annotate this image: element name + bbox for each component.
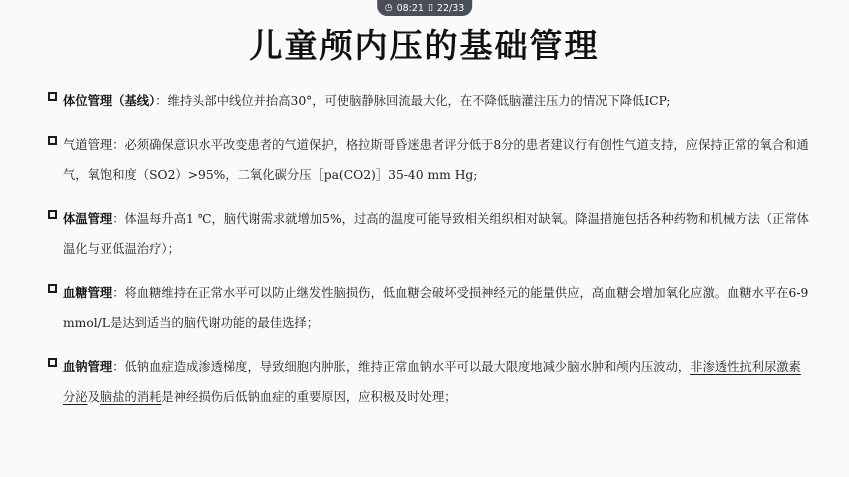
clock-time: 08:21 xyxy=(396,2,424,14)
list-item xyxy=(48,86,813,116)
item-text xyxy=(63,204,813,264)
item-body: ：必须确保意识水平改变患者的气道保护，格拉斯哥昏迷患者评分低于8分的患者建议行有创性气道支持，应保持正常的氧合和通气，氧饱和度（SO2）>95%，二氧化碳分压［pa(CO2)］35-40 mm Hg; xyxy=(63,138,809,182)
clock-icon: ◷ xyxy=(384,2,393,13)
list-item xyxy=(48,352,813,412)
item-body: ：维持头部中线位并抬高30°，可使脑静脉回流最大化，在不降低脑灌注压力的情况下降低ICP; xyxy=(155,94,671,108)
item-label: 体温管理 xyxy=(63,211,113,226)
checkbox-bullet-icon xyxy=(48,210,57,219)
list-item xyxy=(48,204,813,264)
checkbox-bullet-icon xyxy=(48,358,57,367)
checkbox-bullet-icon xyxy=(48,284,57,293)
item-label: 血钠管理 xyxy=(63,359,113,374)
checkbox-bullet-icon xyxy=(48,92,57,101)
item-body: 是神经损伤后低钠血症的重要原因，应积极及时处理； xyxy=(161,390,457,404)
list-item xyxy=(48,278,813,338)
item-body: ：低钠血症造成渗透梯度，导致细胞内肿胀，维持正常血钠水平可以最大限度地减少脑水肿和颅内压波动， xyxy=(112,360,691,374)
slide-content xyxy=(48,86,813,426)
item-body: ：体温每升高1 ℃，脑代谢需求就增加5%，过高的温度可能导致相关组织相对缺氧。降温措施包括各种药物和机械方法（正常体温化与亚低温治疗）； xyxy=(63,212,809,256)
underlined-term: 脑盐的消耗 xyxy=(99,390,162,404)
item-label: 血糖管理 xyxy=(63,285,113,300)
underlined-term: 非渗透性抗利尿激素分泌 xyxy=(63,360,801,404)
item-body: 及 xyxy=(87,390,100,404)
list-item xyxy=(48,130,813,190)
item-label: 气道管理 xyxy=(63,138,113,152)
item-text xyxy=(63,352,813,412)
item-text xyxy=(63,278,813,338)
page-counter: 22/33 xyxy=(436,2,465,14)
item-text xyxy=(63,86,671,116)
page-icon: ▯ xyxy=(427,2,433,13)
status-pill xyxy=(377,0,473,16)
item-text xyxy=(63,130,813,190)
slide-title: 儿童颅内压的基础管理 xyxy=(249,26,600,65)
item-label: 体位管理（基线） xyxy=(63,93,156,108)
checkbox-bullet-icon xyxy=(48,136,57,145)
item-body: ：将血糖维持在正常水平可以防止继发性脑损伤，低血糖会破坏受损神经元的能量供应，高血糖会增加氧化应激。血糖水平在6-9 mmol/L是达到适当的脑代谢功能的最佳选择； xyxy=(63,286,809,330)
